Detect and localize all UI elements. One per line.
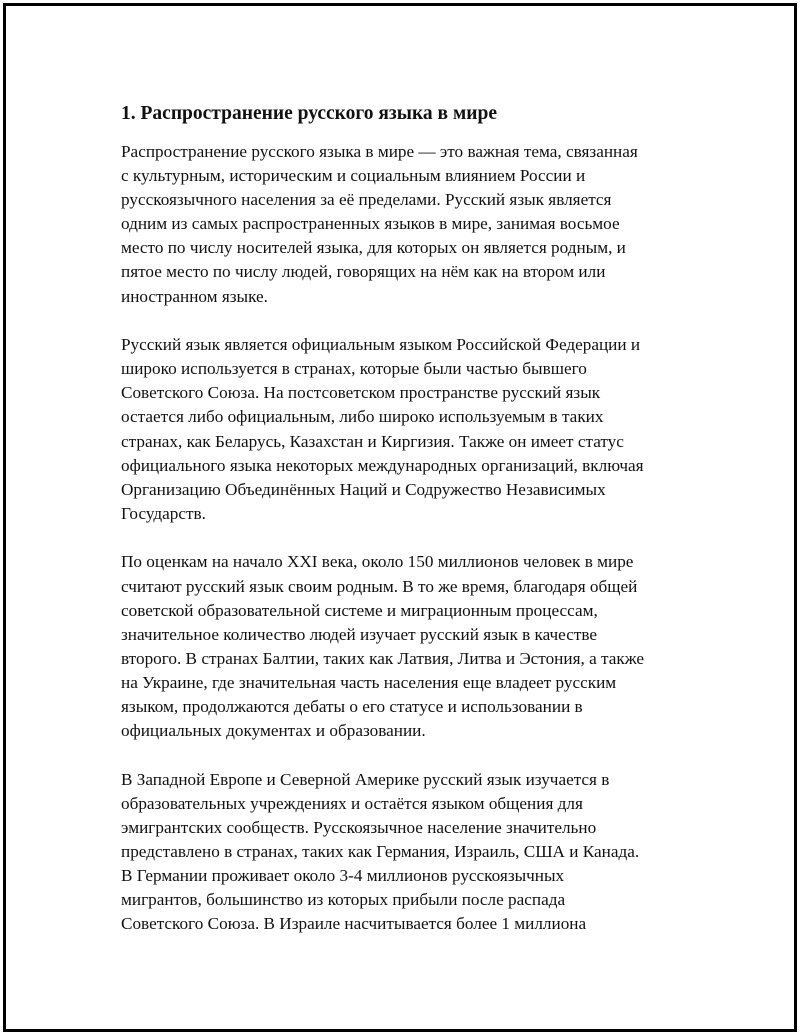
text-line: Организацию Объединённых Наций и Содружество Независимых — [121, 479, 606, 499]
document-body — [121, 102, 691, 961]
text-line: официального языка некоторых международных организаций, включая — [121, 455, 644, 475]
text-line: пятое место по числу людей, говорящих на нём как на втором или — [121, 262, 606, 282]
text-line: с культурным, историческим и социальным влиянием России и — [121, 166, 586, 186]
text-line: считают русский язык своим родным. В то же время, благодаря общей — [121, 576, 638, 596]
text-line: иностранном языке. — [121, 286, 268, 306]
page-frame — [3, 3, 797, 1032]
text-line: русскоязычного населения за её пределами. Русский язык является — [121, 190, 612, 210]
text-line: официальных документах и образовании. — [121, 721, 426, 741]
paragraph — [121, 140, 691, 309]
paragraph — [121, 768, 691, 937]
text-line: Советского Союза. На постсоветском пространстве русский язык — [121, 383, 601, 403]
text-line: мигрантов, большинство из которых прибыли после распада — [121, 890, 566, 910]
text-line: образовательных учреждениях и остаётся языком общения для — [121, 793, 583, 813]
paragraph — [121, 550, 691, 743]
text-line: В Западной Европе и Северной Америке русский язык изучается в — [121, 769, 610, 789]
text-line: эмигрантских сообществ. Русскоязычное население значительно — [121, 817, 597, 837]
text-line: В Германии проживает около 3-4 миллионов русскоязычных — [121, 866, 565, 886]
text-line: на Украине, где значительная часть населения еще владеет русским — [121, 672, 617, 692]
text-line: место по числу носителей языка, для которых он является родным, и — [121, 238, 626, 258]
section-heading: 1. Распространение русского языка в мире — [121, 103, 497, 124]
text-line: Советского Союза. В Израиле насчитывается более 1 миллиона — [121, 914, 587, 934]
text-line: второго. В странах Балтии, таких как Латвия, Литва и Эстония, а также — [121, 648, 644, 668]
text-line: Русский язык является официальным языком Российской Федерации и — [121, 335, 641, 355]
paragraph — [121, 333, 691, 526]
text-line: советской образовательной системе и миграционным процессам, — [121, 600, 598, 620]
text-line: языком, продолжаются дебаты о его статусе и использовании в — [121, 696, 583, 716]
text-line: представлено в странах, таких как Германия, Израиль, США и Канада. — [121, 841, 640, 861]
text-line: значительное количество людей изучает русский язык в качестве — [121, 624, 598, 644]
text-line: По оценкам на начало XXI века, около 150 миллионов человек в мире — [121, 552, 634, 572]
text-line: остается либо официальным, либо широко используемым в таких — [121, 407, 604, 427]
text-line: Государств. — [121, 503, 206, 523]
text-line: одним из самых распространенных языков в мире, занимая восьмое — [121, 214, 620, 234]
text-line: Распространение русского языка в мире — это важная тема, связанная — [121, 142, 638, 161]
text-line: странах, как Беларусь, Казахстан и Киргизия. Также он имеет статус — [121, 431, 624, 451]
text-line: широко используется в странах, которые были частью бывшего — [121, 359, 587, 379]
